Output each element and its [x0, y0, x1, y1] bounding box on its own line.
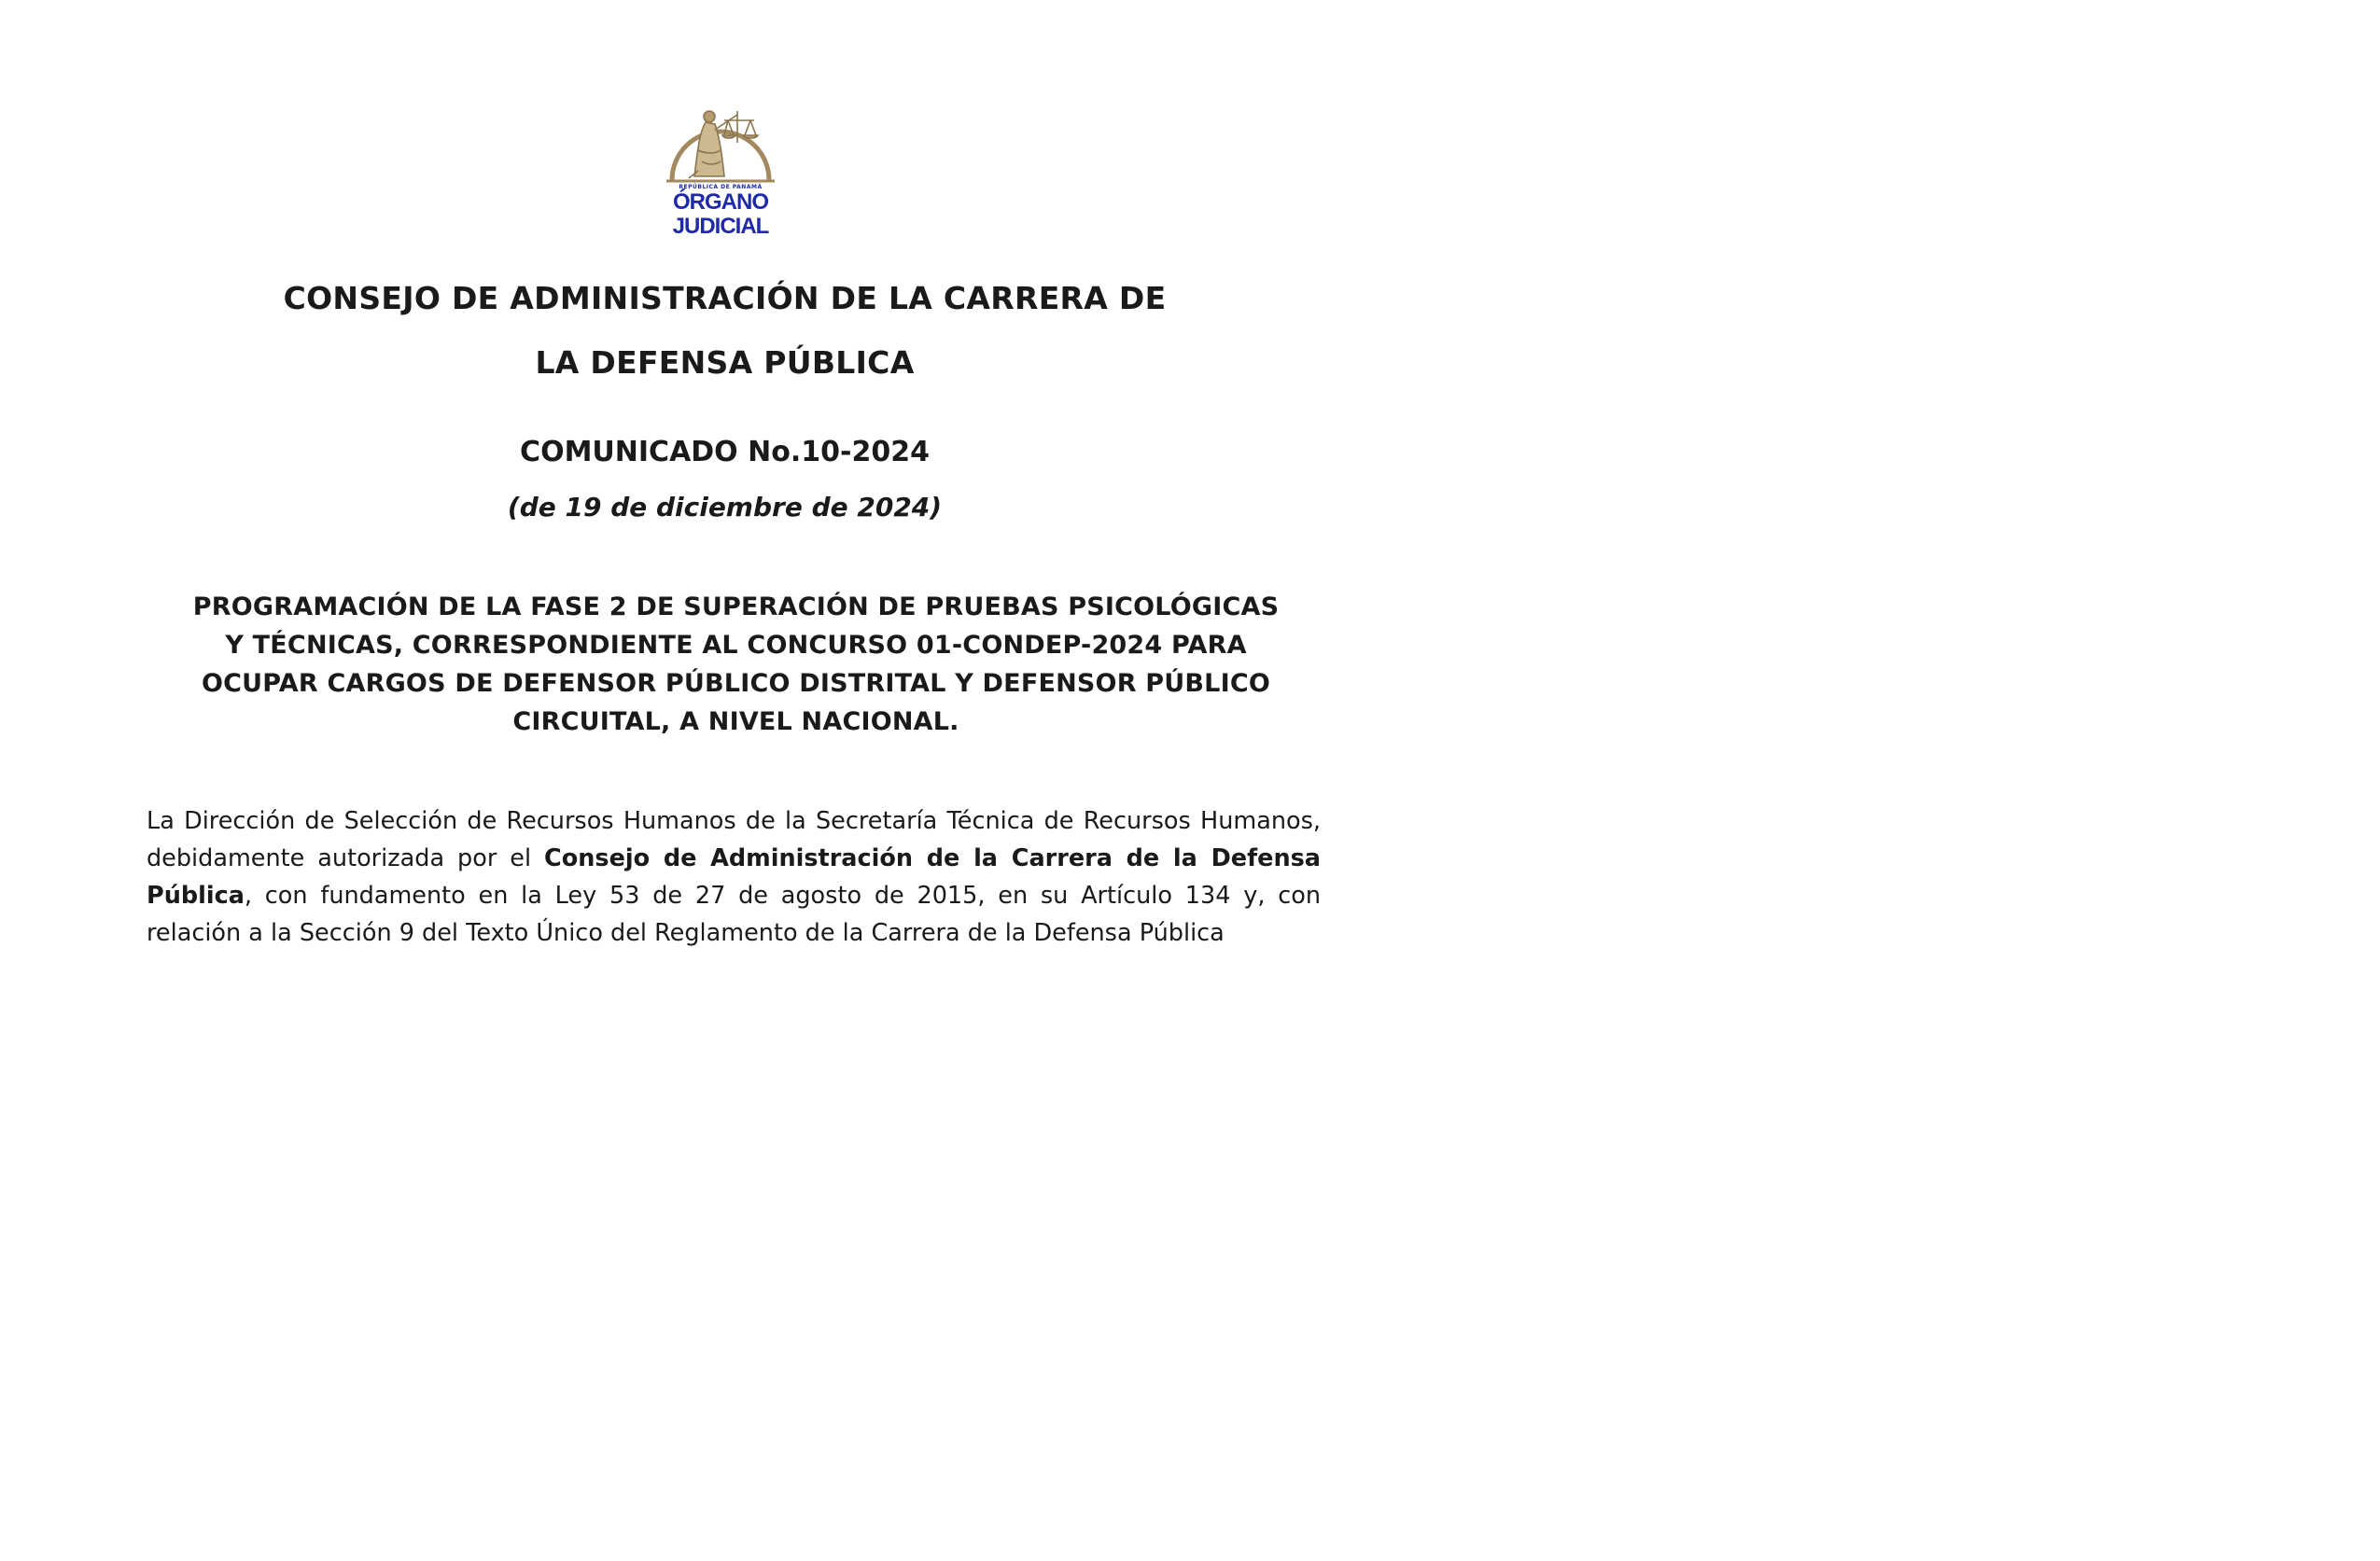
logo-country-text: REPÚBLICA DE PANAMÁ — [679, 184, 763, 190]
council-title-line2: LA DEFENSA PÚBLICA — [535, 344, 915, 381]
comunicado-date: (de 19 de diciembre de 2024) — [507, 492, 943, 523]
document-page — [0, 0, 1449, 960]
body-text-part1: La Dirección de Selección de Recursos Humanos de la Secretaría Técnica de Recursos Humanos, debidamente autorizada por el — [147, 807, 1321, 872]
comunicado-number: COMUNICADO No.10-2024 — [520, 436, 930, 468]
council-title-line1: CONSEJO DE ADMINISTRACIÓN DE LA CARRERA DE — [283, 280, 1167, 316]
body-text-part2: , con fundamento en la Ley 53 de 27 de agosto de 2015, en su Artículo 134 y, con relación a la Sección 9 del Texto Único del Reglamento de la Carrera de la Defensa Pública — [147, 882, 1321, 947]
logo-line2: JUDICIAL — [672, 214, 769, 239]
body-text-council-name: Consejo de Administración de la Carrera de la Defensa Pública — [147, 844, 1321, 910]
subject-heading: PROGRAMACIÓN DE LA FASE 2 DE SUPERACIÓN DE PRUEBAS PSICOLÓGICAS Y TÉCNICAS, CORRESPONDIENTE AL CONCURSO 01-CONDEP-2024 PARA OCUPAR CARGOS DE DEFENSOR PÚBLICO DISTRITAL Y DEFENSOR PÚBLICO CIRCUITAL, A NIVEL NACIONAL. — [192, 592, 1280, 736]
organo-judicial-logo — [665, 94, 777, 244]
logo-line1: ÓRGANO — [673, 189, 768, 215]
body-paragraph — [147, 802, 1321, 952]
